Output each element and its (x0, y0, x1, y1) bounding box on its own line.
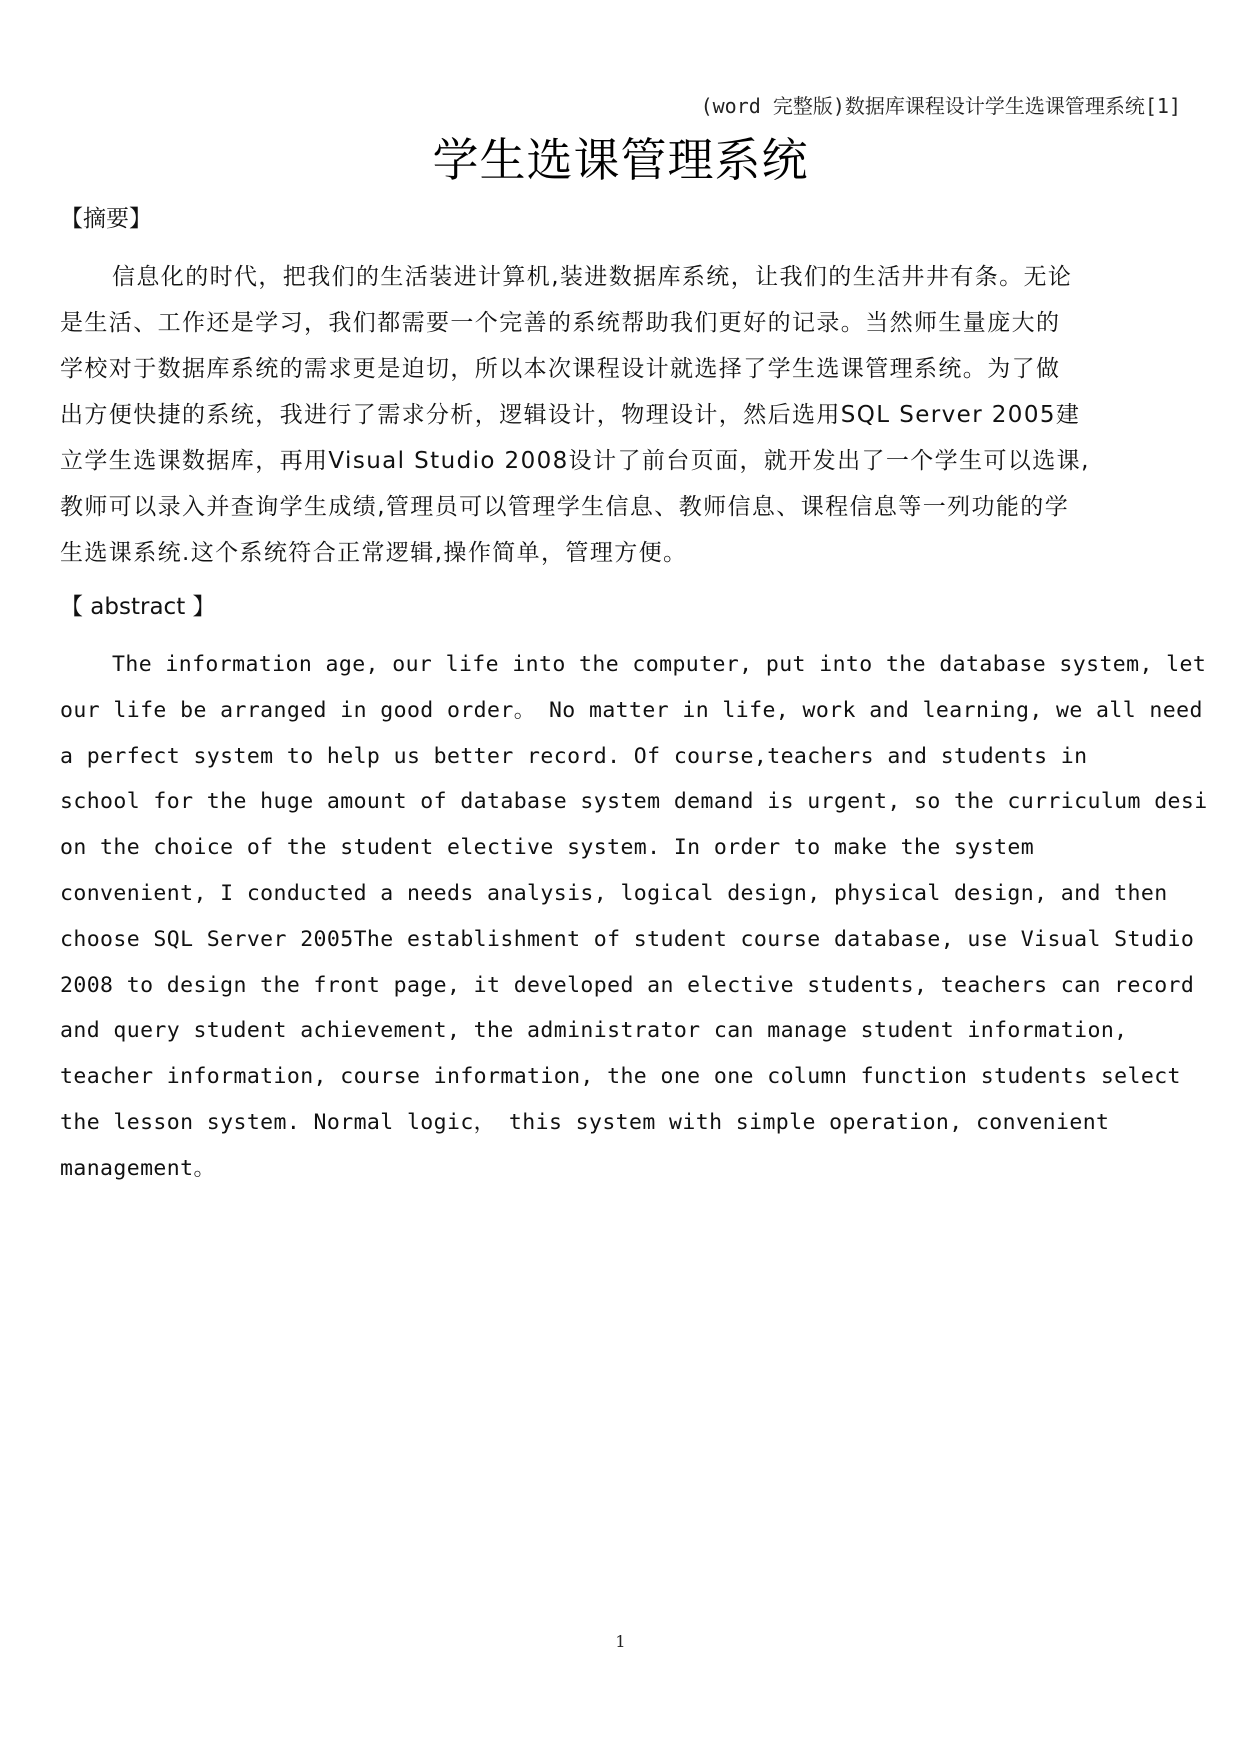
abstract-en-line: our life be arranged in good order。 No matter in life, work and learning, we all need (60, 697, 1203, 723)
page-number: 1 (615, 1632, 626, 1651)
abstract-cn-line: 生选课系统.这个系统符合正常逻辑,操作简单，管理方便。 (60, 540, 688, 566)
abstract-cn-line: 出方便快捷的系统，我进行了需求分析，逻辑设计，物理设计，然后选用SQL Server 2005建 (60, 402, 1081, 428)
abstract-cn-line: 是生活、工作还是学习，我们都需要一个完善的系统帮助我们更好的记录。当然师生量庞大的 (60, 310, 1061, 336)
abstract-cn-paragraph (60, 254, 1184, 576)
running-header: (word 完整版)数据库课程设计学生选课管理系统[1] (700, 94, 1181, 118)
abstract-cn-line: 信息化的时代，把我们的生活装进计算机,装进数据库系统，让我们的生活井井有条。无论 (112, 264, 1073, 290)
abstract-en-line: school for the huge amount of database system demand is urgent, so the curriculum desi (60, 789, 1208, 815)
abstract-cn-line: 学校对于数据库系统的需求更是迫切，所以本次课程设计就选择了学生选课管理系统。为了做 (60, 356, 1061, 382)
abstract-en-line: on the choice of the student elective system. In order to make the system (60, 835, 1035, 861)
abstract-en-heading: 【 abstract 】 (60, 594, 216, 620)
abstract-cn-heading: 【摘要】 (60, 206, 152, 232)
abstract-cn-line: 教师可以录入并查询学生成绩,管理员可以管理学生信息、教师信息、课程信息等一列功能的学 (60, 494, 1070, 520)
abstract-en-line: the lesson system. Normal logic， this system with simple operation, convenient (60, 1109, 1110, 1135)
abstract-en-paragraph (60, 642, 1241, 1192)
abstract-en-line: and query student achievement, the administrator can manage student information, (60, 1018, 1128, 1044)
abstract-en-line: The information age, our life into the computer, put into the database system, let (112, 652, 1207, 677)
abstract-en-line: a perfect system to help us better record. Of course,teachers and students in (60, 743, 1088, 769)
document-title: 学生选课管理系统 (432, 133, 809, 187)
abstract-en-line: 2008 to design the front page, it developed an elective students, teachers can record (60, 972, 1195, 998)
abstract-en-line: teacher information, course information, the one one column function students select (60, 1064, 1181, 1090)
abstract-en-line: convenient, I conducted a needs analysis, logical design, physical design, and then (60, 880, 1168, 906)
abstract-en-line: choose SQL Server 2005The establishment of student course database, use Visual Studio (60, 926, 1195, 952)
abstract-cn-line: 立学生选课数据库，再用Visual Studio 2008设计了前台页面，就开发出了一个学生可以选课, (60, 448, 1090, 474)
abstract-en-line: management。 (60, 1155, 216, 1181)
